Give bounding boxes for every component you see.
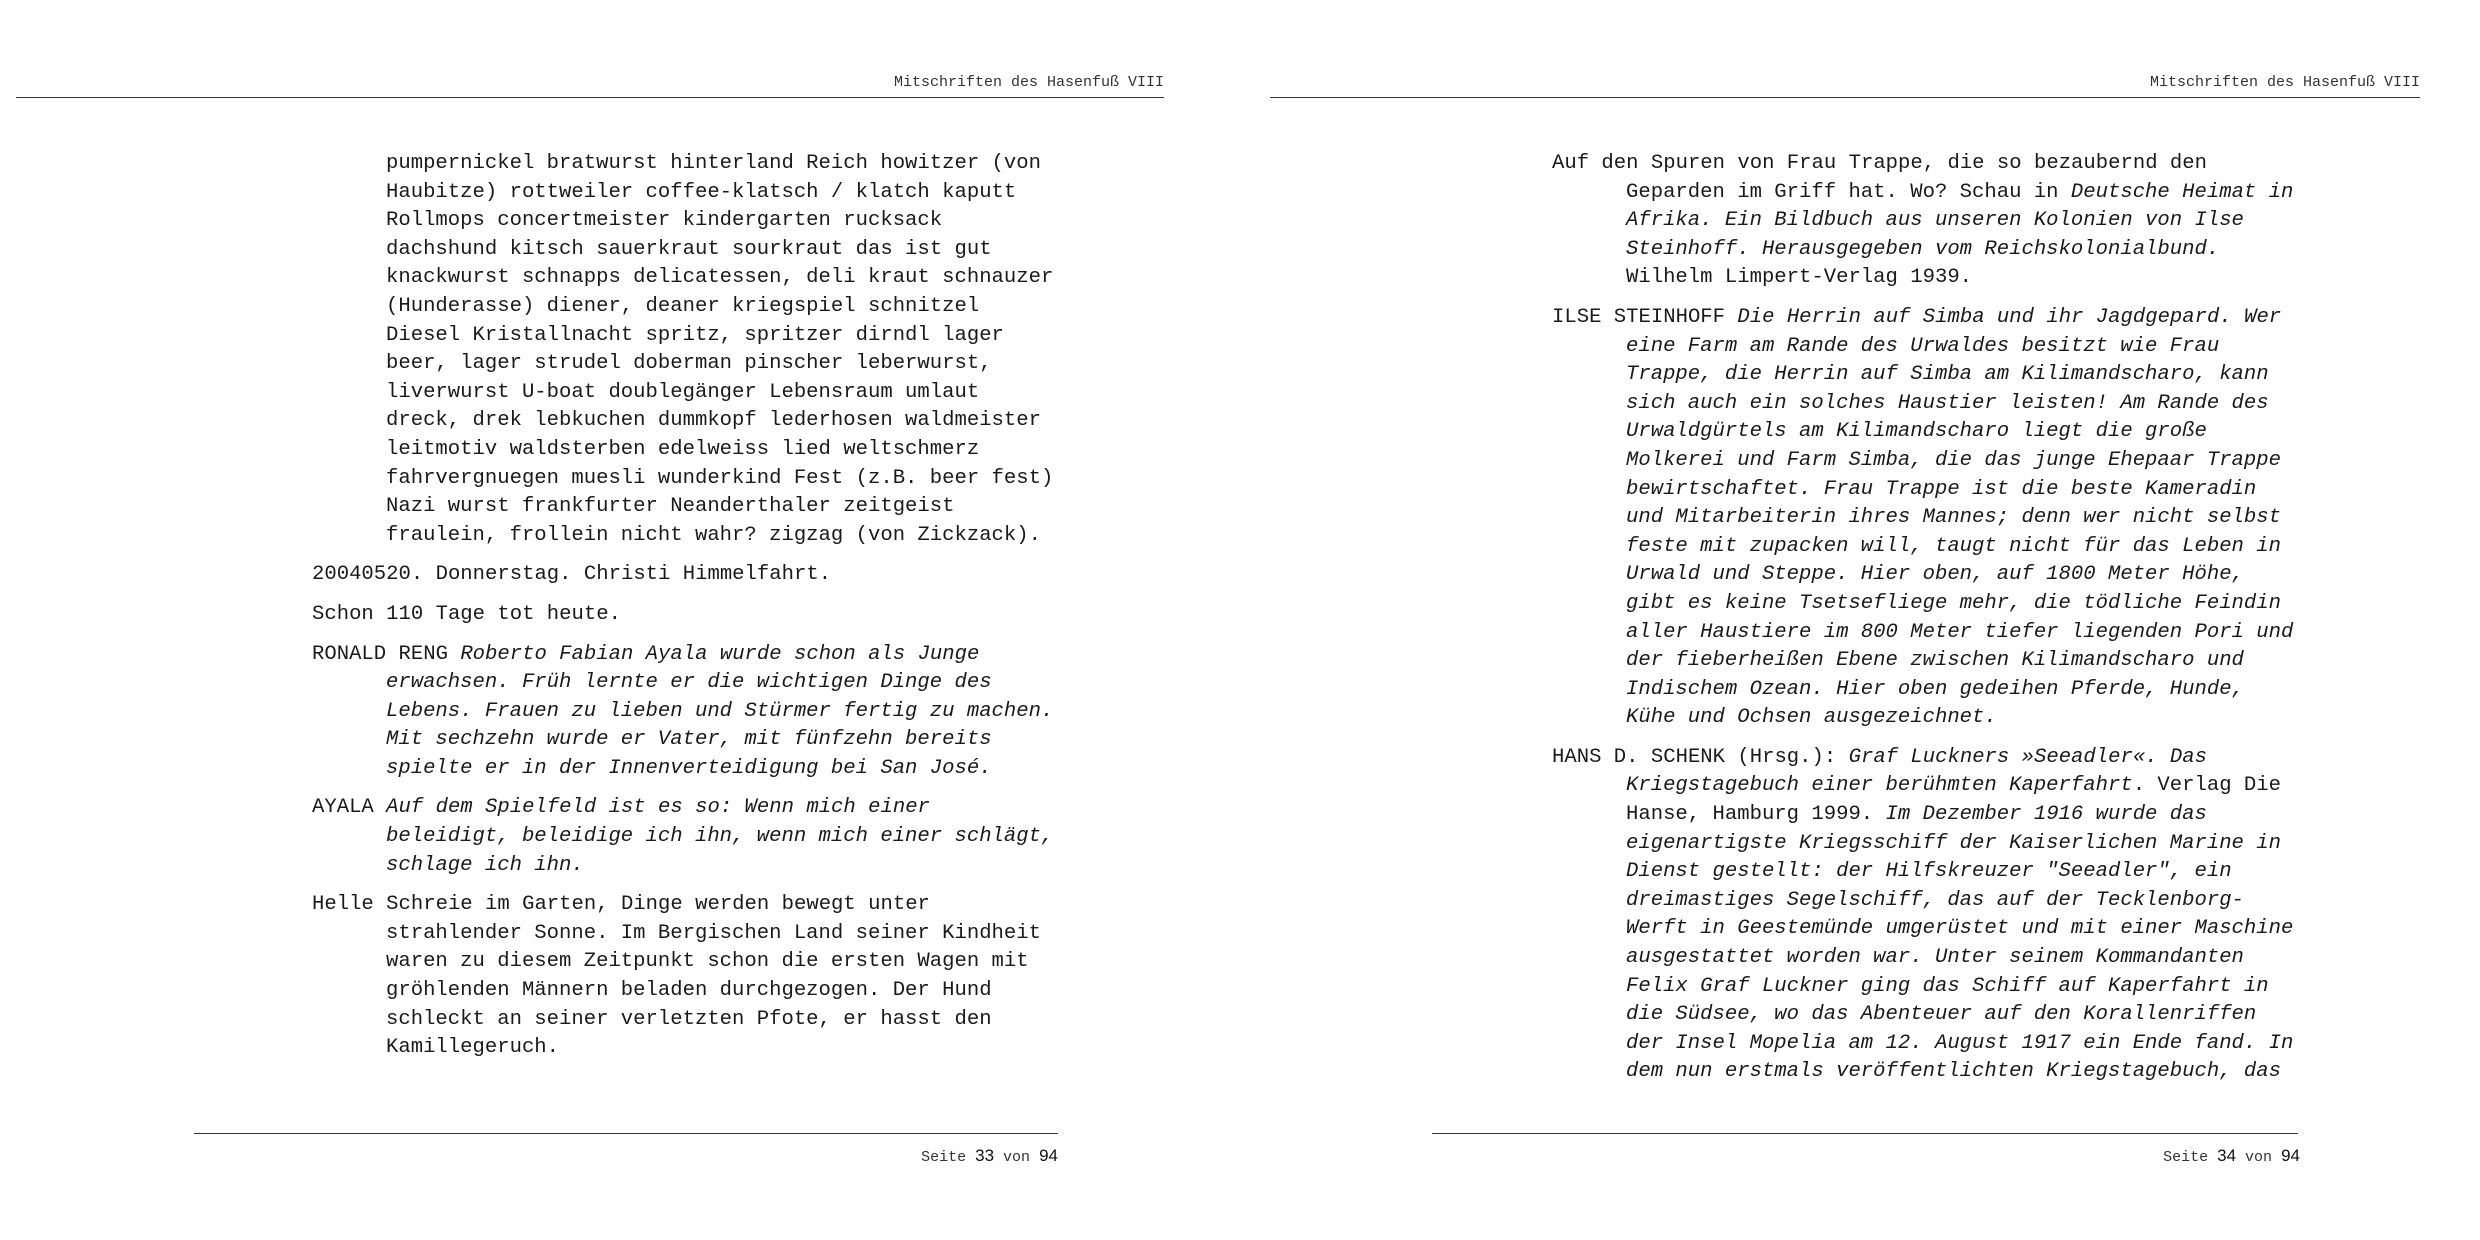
book-title: Steinhoff. Herausgegeben vom Reichskolonialbund. [1626,237,2220,261]
quote-reng [312,641,1132,784]
quote-text: Trappe, die Herrin auf Simba am Kilimandscharo, kann [1626,363,2269,387]
footer-rule [194,1133,1058,1134]
author-label: HANS D. SCHENK (Hrsg.): [1552,745,1849,769]
footer-sep: von [2245,1149,2273,1166]
text-line: dreck, drek lebkuchen dummkopf lederhosen waldmeister [386,409,1041,433]
text-line: Schon 110 Tage tot heute. [312,602,621,626]
text-line: fahrvergnuegen muesli wunderkind Fest (z.B. beer fest) [386,466,1054,490]
quote-text: bewirtschaftet. Frau Trappe ist die beste Kameradin [1626,477,2257,501]
page-number [2163,1146,2300,1166]
quote-text: Im Dezember 1916 wurde das [1885,803,2207,827]
quote-text: aller Haustiere im 800 Meter tiefer liegenden Pori und [1626,620,2294,644]
text-line: dachshund kitsch sauerkraut sourkraut das ist gut [386,237,992,261]
quote-text: beleidigt, beleidige ich ihn, wenn mich einer schlägt, [386,825,1054,849]
quote-text: gibt es keine Tsetsefliege mehr, die tödliche Feindin [1626,591,2281,615]
quote-text: Auf dem Spielfeld ist es so: Wenn mich einer [386,796,930,820]
text-line: (Hunderasse) diener, deaner kriegspiel schnitzel [386,294,980,318]
quote-text: dem nun erstmals veröffentlichten Kriegstagebuch, das [1626,1060,2281,1084]
quote-text: Mit sechzehn wurde er Vater, mit fünfzehn bereits [386,728,992,752]
text-line: fraulein, frollein nicht wahr? zigzag (von Zickzack). [386,523,1041,547]
current-page: 34 [2217,1146,2237,1165]
entry-paragraph [312,891,1132,1063]
text-line: Nazi wurst frankfurter Neanderthaler zeitgeist [386,495,955,519]
quote-text: dreimastiges Segelschiff, das auf der Tecklenborg- [1626,888,2244,912]
text-line: schleckt an seiner verletzten Pfote, er hasst den [386,1007,992,1031]
text-line: strahlender Sonne. Im Bergischen Land seiner Kindheit [386,921,1041,945]
quote-text: Kühe und Ochsen ausgezeichnet. [1626,706,1997,730]
quote-text: und Mitarbeiterin ihres Mannes; denn wer nicht selbst [1626,506,2281,530]
quote-text: Werft in Geestemünde umgerüstet und mit einer Maschine [1626,917,2294,941]
quote-text: der fieberheißen Ebene zwischen Kilimandscharo und [1626,649,2244,673]
date-entry [312,561,1132,590]
total-pages: 94 [1039,1146,1058,1165]
text-line: . Verlag Die [2132,774,2282,798]
text-line: waren zu diesem Zeitpunkt schon die ersten Wagen mit [386,950,1029,974]
footer-prefix: Seite [2163,1149,2209,1166]
author-label: ILSE STEINHOFF [1552,305,1726,329]
page-number [921,1146,1058,1166]
book-title: Kriegstagebuch einer berühmten Kaperfahrt [1626,774,2133,798]
quote-text: Die Herrin auf Simba und ihr Jagdgepard. Wer [1737,305,2282,329]
quote-ayala [312,794,1132,880]
text-line: Hanse, Hamburg 1999. [1626,803,1886,827]
text-line: Rollmops concertmeister kindergarten rucksack [386,209,943,233]
page-content [312,150,1132,1074]
text-line: pumpernickel bratwurst hinterland Reich howitzer (von [386,152,1041,175]
quote-text: feste mit zupacken will, taugt nicht für das Leben in [1626,534,2281,558]
quote-text: eine Farm am Rande des Urwaldes besitzt wie Frau [1626,334,2220,358]
author-label: AYALA [312,796,374,820]
footer-sep: von [1003,1149,1031,1166]
entry-paragraph [1552,150,2392,293]
quote-steinhoff [1552,304,2392,733]
text-line: Haubitze) rottweiler coffee-klatsch / klatch kaputt [386,180,1017,204]
total-pages: 94 [2281,1146,2300,1165]
text-line: Wilhelm Limpert-Verlag 1939. [1626,266,1973,290]
quote-text: Urwald und Steppe. Hier oben, auf 1800 Meter Höhe, [1626,563,2244,587]
text-line: Auf den Spuren von Frau Trappe, die so bezaubernd den [1552,152,2207,175]
running-head: Mitschriften des Hasenfuß VIII [2149,74,2420,91]
quote-text: Molkerei und Farm Simba, die das junge Ehepaar Trappe [1626,448,2281,472]
text-line: 20040520. Donnerstag. Christi Himmelfahrt. [312,563,832,587]
text-line: beer, lager strudel doberman pinscher leberwurst, [386,352,992,376]
author-label: RONALD RENG [312,642,448,666]
quote-text: Urwaldgürtels am Kilimandscharo liegt die große [1626,420,2207,444]
quote-text: Indischem Ozean. Hier oben gedeihen Pferde, Hunde, [1626,677,2244,701]
text-line: Geparden im Griff hat. Wo? Schau in [1626,180,2071,204]
quote-text: eigenartigste Kriegsschiff der Kaiserlichen Marine in [1626,831,2281,855]
quote-text: Felix Graf Luckner ging das Schiff auf Kaperfahrt in [1626,974,2269,998]
quote-text: Roberto Fabian Ayala wurde schon als Junge [460,642,980,666]
footer-prefix: Seite [921,1149,967,1166]
left-page [0,0,1200,1240]
quote-text: die Südsee, wo das Abenteuer auf den Korallenriffen [1626,1003,2257,1027]
text-line: Kamillegeruch. [386,1036,560,1060]
running-head: Mitschriften des Hasenfuß VIII [893,74,1164,91]
quote-text: Lebens. Frauen zu lieben und Stürmer fertig zu machen. [386,699,1054,723]
header-rule [1270,97,2420,98]
text-line: knackwurst schnapps delicatessen, deli kraut schnauzer [386,266,1054,290]
word-list-paragraph [386,150,1132,550]
quote-text: spielte er in der Innenverteidigung bei San José. [386,756,992,780]
quote-text: Dienst gestellt: der Hilfskreuzer "Seeadler", ein [1626,860,2232,884]
text-line: Helle Schreie im Garten, Dinge werden bewegt unter [312,893,930,917]
quote-text: sich auch ein solches Haustier leisten! Am Rande des [1626,391,2269,415]
text-line: gröhlenden Männern beladen durchgezogen. Der Hund [386,979,992,1003]
entry-paragraph [312,601,1132,630]
current-page: 33 [975,1146,995,1165]
text-line: Diesel Kristallnacht spritz, spritzer dirndl lager [386,323,1004,347]
text-line: leitmotiv waldsterben edelweiss lied weltschmerz [386,437,980,461]
quote-text: erwachsen. Früh lernte er die wichtigen Dinge des [386,671,992,695]
page-content [1552,150,2392,1098]
right-page [1240,0,2480,1240]
quote-schenk [1552,744,2392,1087]
header-rule [16,97,1164,98]
footer-rule [1432,1133,2298,1134]
book-title: Afrika. Ein Bildbuch aus unseren Kolonien von Ilse [1626,209,2244,233]
text-line: liverwurst U-boat doublegänger Lebensraum umlaut [386,380,980,404]
quote-text: schlage ich ihn. [386,853,584,877]
book-title: Deutsche Heimat in [2070,180,2294,204]
quote-text: ausgestattet worden war. Unter seinem Kommandanten [1626,946,2244,970]
quote-text: der Insel Mopelia am 12. August 1917 ein Ende fand. In [1626,1031,2294,1055]
book-title: Graf Luckners »Seeadler«. Das [1848,745,2207,769]
